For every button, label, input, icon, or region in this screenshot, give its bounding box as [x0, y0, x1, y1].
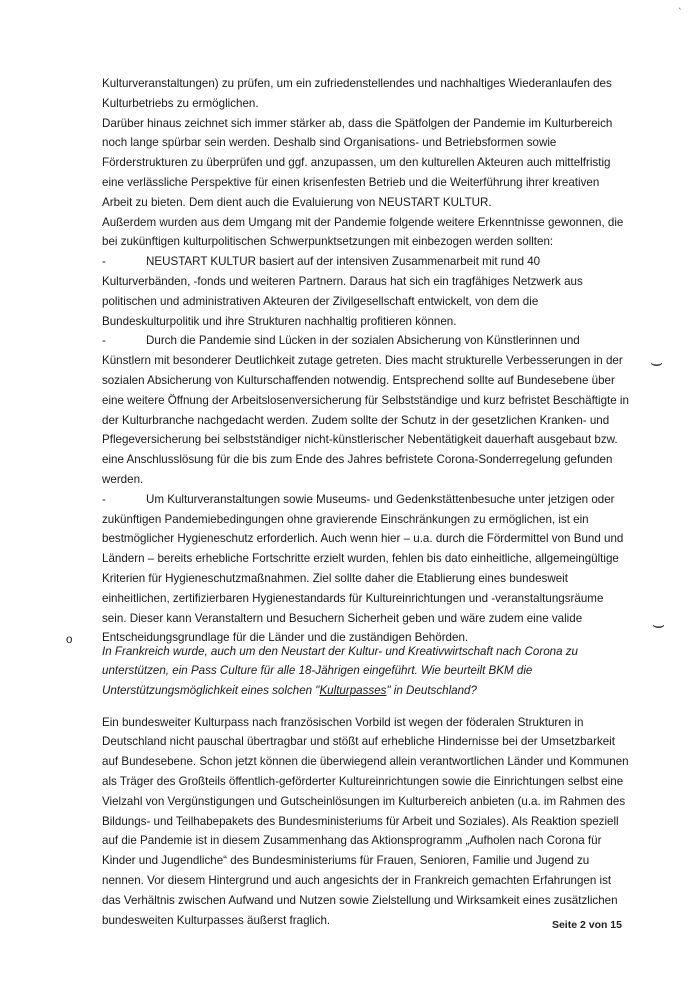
list-item-text: Durch die Pandemie sind Lücken in der sozialen Absicherung von Künstlerinnen und Künstlern mit besonderer Deutlichkeit zutage getreten. Dies macht strukturelle Verbesserungen in der sozialen Absicherung von Kulturschaffenden notwendig. Entsprechend sollte auf Bundesebene über eine weitere Öffnung der Arbeitslosenversicherung für Selbstständige und kurz befristet Beschäftigte in der Kulturbranche nachgedacht werden. Zudem sollte der Schutz in der gesetzlichen Kranken- und Pflegeversicherung bei selbstständiger nicht-künstlerischer Nebentätigkeit dauerhaft ausgebaut bzw. eine Anschlusslösung für die bis zum Ende des Jahres befristete Corona-Sonderregelung gefunden werden. — [102, 334, 629, 486]
paragraph-continuation: Kulturveranstaltungen) zu prüfen, um ein zufriedenstellendes und nachhaltiges Wiederanlaufen des Kulturbetriebs zu ermöglichen. — [102, 77, 612, 110]
question-text-end: " in Deutschland? — [386, 684, 477, 698]
body-section — [102, 74, 629, 648]
list-item — [102, 331, 629, 489]
paragraph-insights-intro: Außerdem wurden aus dem Umgang mit der Pandemie folgende weitere Erkenntnisse gewonnen, die bei zukünftigen kulturpolitischen Schwerpunktsetzungen mit einbezogen werden sollten: — [102, 215, 624, 249]
handwritten-check-mark: ⌣ — [652, 612, 666, 636]
question-bullet: o — [66, 633, 73, 646]
question-text-start: In Frankreich wurde, auch um den Neustart der Kultur- und Kreativwirtschaft nach Corona zu unterstützen, ein Pass Culture für alle 18-Jährigen eingeführt. Wie beurteilt BKM die Unterstützungsmöglichkeit eines solchen " — [102, 644, 579, 698]
list-item-text: NEUSTART KULTUR basiert auf der intensiven Zusammenarbeit mit rund 40 Kulturverbänden, -fonds und weiteren Partnern. Daraus hat sich ein tragfähiges Netzwerk aus politischen und administrativen Akteuren der Zivilgesellschaft entwickelt, von dem die Bundeskulturpolitik und ihre Strukturen nachhaltig profitieren können. — [102, 255, 583, 328]
dash-marker: - — [102, 492, 106, 506]
list-item — [102, 490, 629, 648]
answer-text: Ein bundesweiter Kulturpass nach französischen Vorbild ist wegen der föderalen Strukturen in Deutschland nicht pauschal übertragbar und stößt auf erhebliche Hindernisse bei der Umsetzbarkeit auf Bundesebene. Schon jetzt können die überwiegend allein verantwortlichen Länder und Kommunen als Träger des Großteils öffentlich-geförderter Kultureinrichtungen sowie die Einrichtungen selbst eine Vielzahl von Vergünstigungen und Gutscheinlösungen im Kulturbereich anbieten (u.a. im Rahmen des Bildungs- und Teilhabepakets des Bundesministeriums für Arbeit und Soziales). Als Reaktion speziell auf die Pandemie ist in diesem Zusammenhang das Aktionsprogramm „Aufholen nach Corona für Kinder und Jugendliche“ des Bundesministeriums für Frauen, Senioren, Familie und Jugend zu nennen. Vor diesem Hintergrund und auch angesichts der in Frankreich gemachten Erfahrungen ist das Verhältnis zwischen Aufwand und Nutzen sowie Zielstellung und Wirksamkeit eines zusätzlichen bundesweiten Kulturpasses äußerst fraglich. — [102, 715, 629, 927]
question-text — [102, 642, 629, 701]
paragraph-late-effects: Darüber hinaus zeichnet sich immer stärker ab, dass die Spätfolgen der Pandemie im Kulturbereich noch lange spürbar sein werden. Deshalb sind Organisations- und Betriebsformen sowie Förderstrukturen zu überprüfen und ggf. anzupassen, um den kulturellen Akteuren auch mittelfristig eine verlässliche Perspektive für einen krisenfesten Betrieb und die Weiterführung ihrer kreativen Arbeit zu bieten. Dem dient auch die Evaluierung von NEUSTART KULTUR. — [102, 116, 613, 209]
question-answer-section — [66, 630, 629, 942]
corner-tick-mark: ` — [678, 8, 683, 18]
page-number: Seite 2 von 15 — [551, 919, 622, 931]
handwritten-check-mark: ⌣ — [650, 350, 664, 374]
dash-marker: - — [102, 334, 106, 348]
list-item-text: Um Kulturveranstaltungen sowie Museums- und Gedenkstättenbesuche unter jetzigen oder zukünftigen Pandemiebedingungen ohne gravierende Einschränkungen zu ermöglichen, ist ein bestmöglicher Hygieneschutz erforderlich. Auch wenn hier – u.a. durch die Fördermittel von Bund und Ländern – bereits erhebliche Fortschritte erzielt wurden, fehlen bis dato einheitliche, allgemeingültige Kriterien für Hygieneschutzmaßnahmen. Ziel sollte daher die Etablierung eines bundesweit einheitlichen, zertifizierbaren Hygienestandards für Kultureinrichtungen und -veranstaltungsräume sein. Dieser kann Veranstaltern und Besuchern Sicherheit geben und wäre zudem eine valide Entscheidungsgrundlage für die Länder und die zuständigen Behörden. — [102, 492, 624, 645]
dash-marker: - — [102, 255, 106, 269]
question-underlined-term: Kulturpasses — [319, 684, 387, 698]
list-item — [102, 252, 629, 331]
